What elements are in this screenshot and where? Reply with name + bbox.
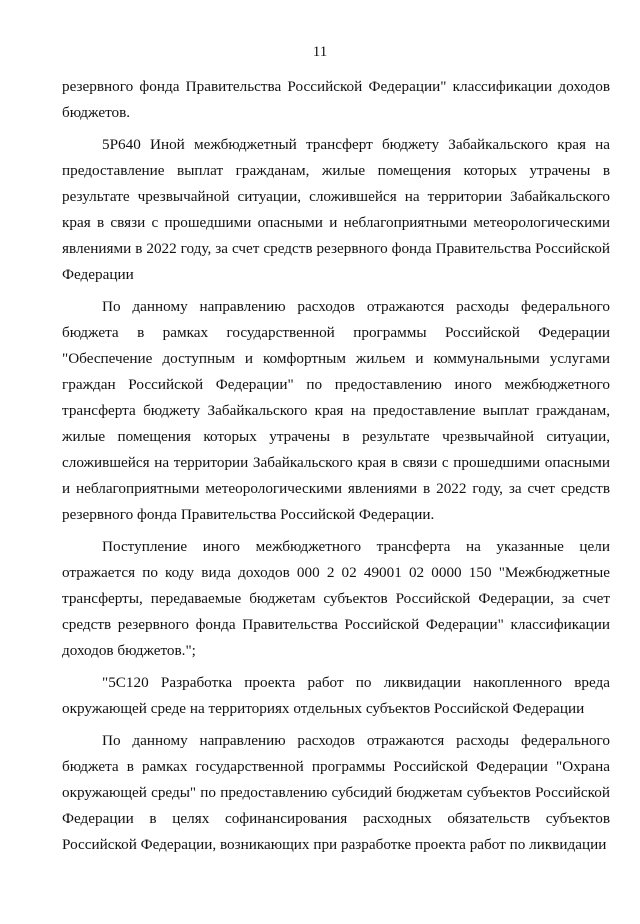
page-number: 11 (312, 44, 328, 60)
paragraph-1: резервного фонда Правительства Российской Федерации" классификации доходов бюджетов. (62, 78, 610, 121)
paragraph-5: "5С120 Разработка проекта работ по ликвидации накопленного вреда окружающей среде на территориях отдельных субъектов Российской Федерации (62, 674, 610, 717)
paragraph-2: 5Р640 Иной межбюджетный трансферт бюджету Забайкальского края на предоставление выплат гражданам, жилые помещения которых утрачены в результате чрезвычайной ситуации, сложившейся на территории Забайкальского края в связи с прошедшими опасными и неблагоприятными метеорологическими явлениями в 2022 году, за счет средств резервного фонда Правительства Российской Федерации (62, 136, 610, 283)
paragraph-3: По данному направлению расходов отражаются расходы федерального бюджета в рамках государственной программы Российской Федерации "Обеспечение доступным и комфортным жильем и коммунальными услугами граждан Российской Федерации" по предоставлению иного межбюджетного трансферта бюджету Забайкальского края на предоставление выплат гражданам, жилые помещения которых утрачены в результате чрезвычайной ситуации, сложившейся на территории Забайкальского края в связи с прошедшими опасными и неблагоприятными метеорологическими явлениями в 2022 году, за счет средств резервного фонда Правительства Российской Федерации. (62, 298, 610, 523)
document-body (62, 74, 610, 864)
paragraph-4: Поступление иного межбюджетного трансферта на указанные цели отражается по коду вида доходов 000 2 02 49001 02 0000 150 "Межбюджетные трансферты, передаваемые бюджетам субъектов Российской Федерации, за счет средств резервного фонда Правительства Российской Федерации" классификации доходов бюджетов."; (62, 538, 610, 659)
paragraph-6: По данному направлению расходов отражаются расходы федерального бюджета в рамках государственной программы Российской Федерации "Охрана окружающей среды" по предоставлению субсидий бюджетам субъектов Российской Федерации в целях софинансирования расходных обязательств субъектов Российской Федерации, возникающих при разработке проекта работ по ликвидации (62, 732, 610, 853)
